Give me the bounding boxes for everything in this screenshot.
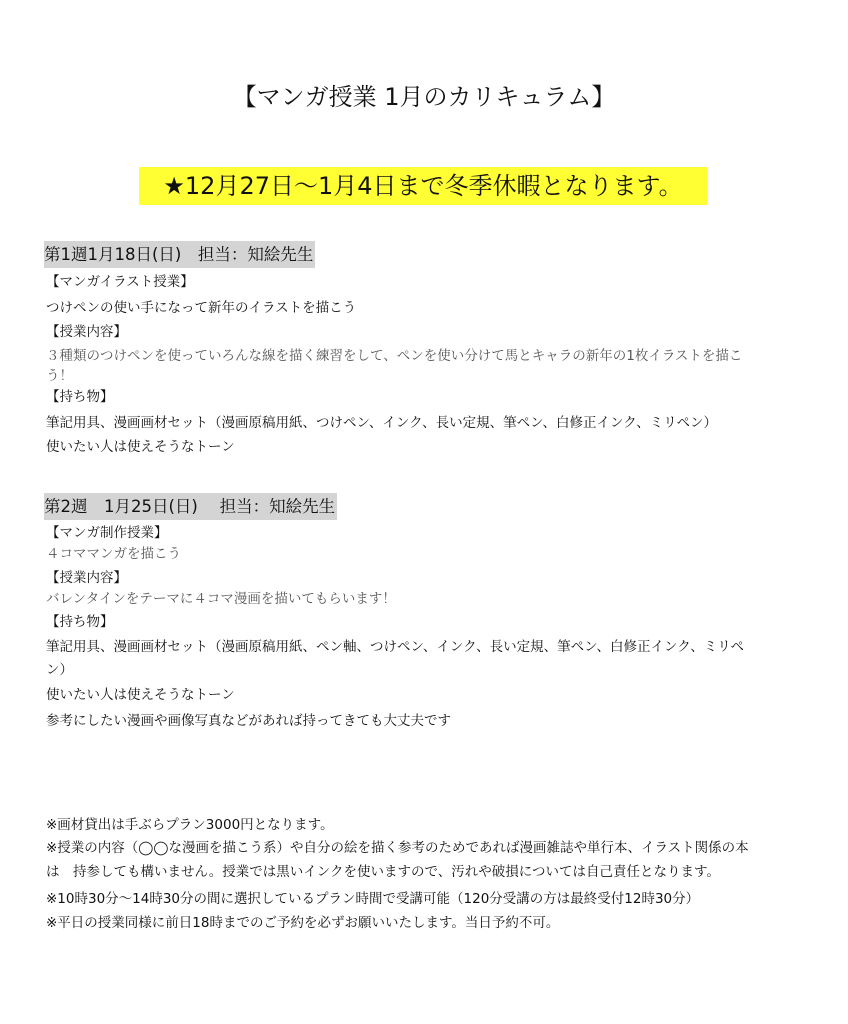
week1-lesson-title: つけペンの使い手になって新年のイラストを描こう [46, 300, 357, 316]
week2-heading: 第2週 1月25日(日) 担当：知絵先生 [44, 493, 337, 520]
week2-item: 筆記用具、漫画画材セット（漫画原稿用紙、ペン軸、つけペン、インク、長い定規、筆ペン、白修正インク、ミリペ [46, 639, 744, 655]
week1-lesson-label: 【マンガイラスト授業】 [46, 274, 194, 290]
week1-items-label: 【持ち物】 [46, 389, 114, 405]
week1-item: 筆記用具、漫画画材セット（漫画原稿用紙、つけペン、インク、長い定規、筆ペン、白修正インク、ミリペン） [46, 415, 717, 431]
week2-item: ン） [46, 662, 73, 678]
note-line: ※画材貸出は手ぶらプラン3000円となります。 [46, 817, 334, 833]
week2-item: 参考にしたい漫画や画像写真などがあれば持ってきても大丈夫です [46, 713, 451, 729]
week2-lesson-label: 【マンガ制作授業】 [46, 525, 168, 541]
page-title: 【マンガ授業 1月のカリキュラム】 [232, 83, 616, 111]
holiday-notice: ★12月27日〜1月4日まで冬季休暇となります。 [139, 167, 707, 205]
week1-content-line: ３種類のつけペンを使っていろんな線を描く練習をして、ペンを使い分けて馬とキャラの新年の1枚イラストを描こ [46, 348, 743, 364]
week2-items-label: 【持ち物】 [46, 614, 114, 630]
week2-content-label: 【授業内容】 [46, 570, 127, 586]
week1-content-line: う！ [46, 368, 73, 384]
note-line: は 持参しても構いません。授業では黒いインクを使いますので、汚れや破損については自己責任となります。 [46, 864, 720, 880]
note-line: ※10時30分〜14時30分の間に選択しているプラン時間で受講可能（120分受講の方は最終受付12時30分） [46, 891, 700, 907]
week2-lesson-title: ４コママンガを描こう [46, 546, 181, 562]
week2-content: バレンタインをテーマに４コマ漫画を描いてもらいます！ [46, 591, 396, 607]
week1-heading: 第1週1月18日(日) 担当：知絵先生 [44, 241, 315, 268]
week1-content-label: 【授業内容】 [46, 324, 127, 340]
note-line: ※授業の内容（◯◯な漫画を描こう系）や自分の絵を描く参考のためであれば漫画雑誌や単行本、イラスト関係の本 [46, 840, 749, 856]
week1-item: 使いたい人は使えそうなトーン [46, 439, 235, 455]
note-line: ※平日の授業同様に前日18時までのご予約を必ずお願いいたします。当日予約不可。 [46, 915, 560, 931]
week2-item: 使いたい人は使えそうなトーン [46, 687, 235, 703]
